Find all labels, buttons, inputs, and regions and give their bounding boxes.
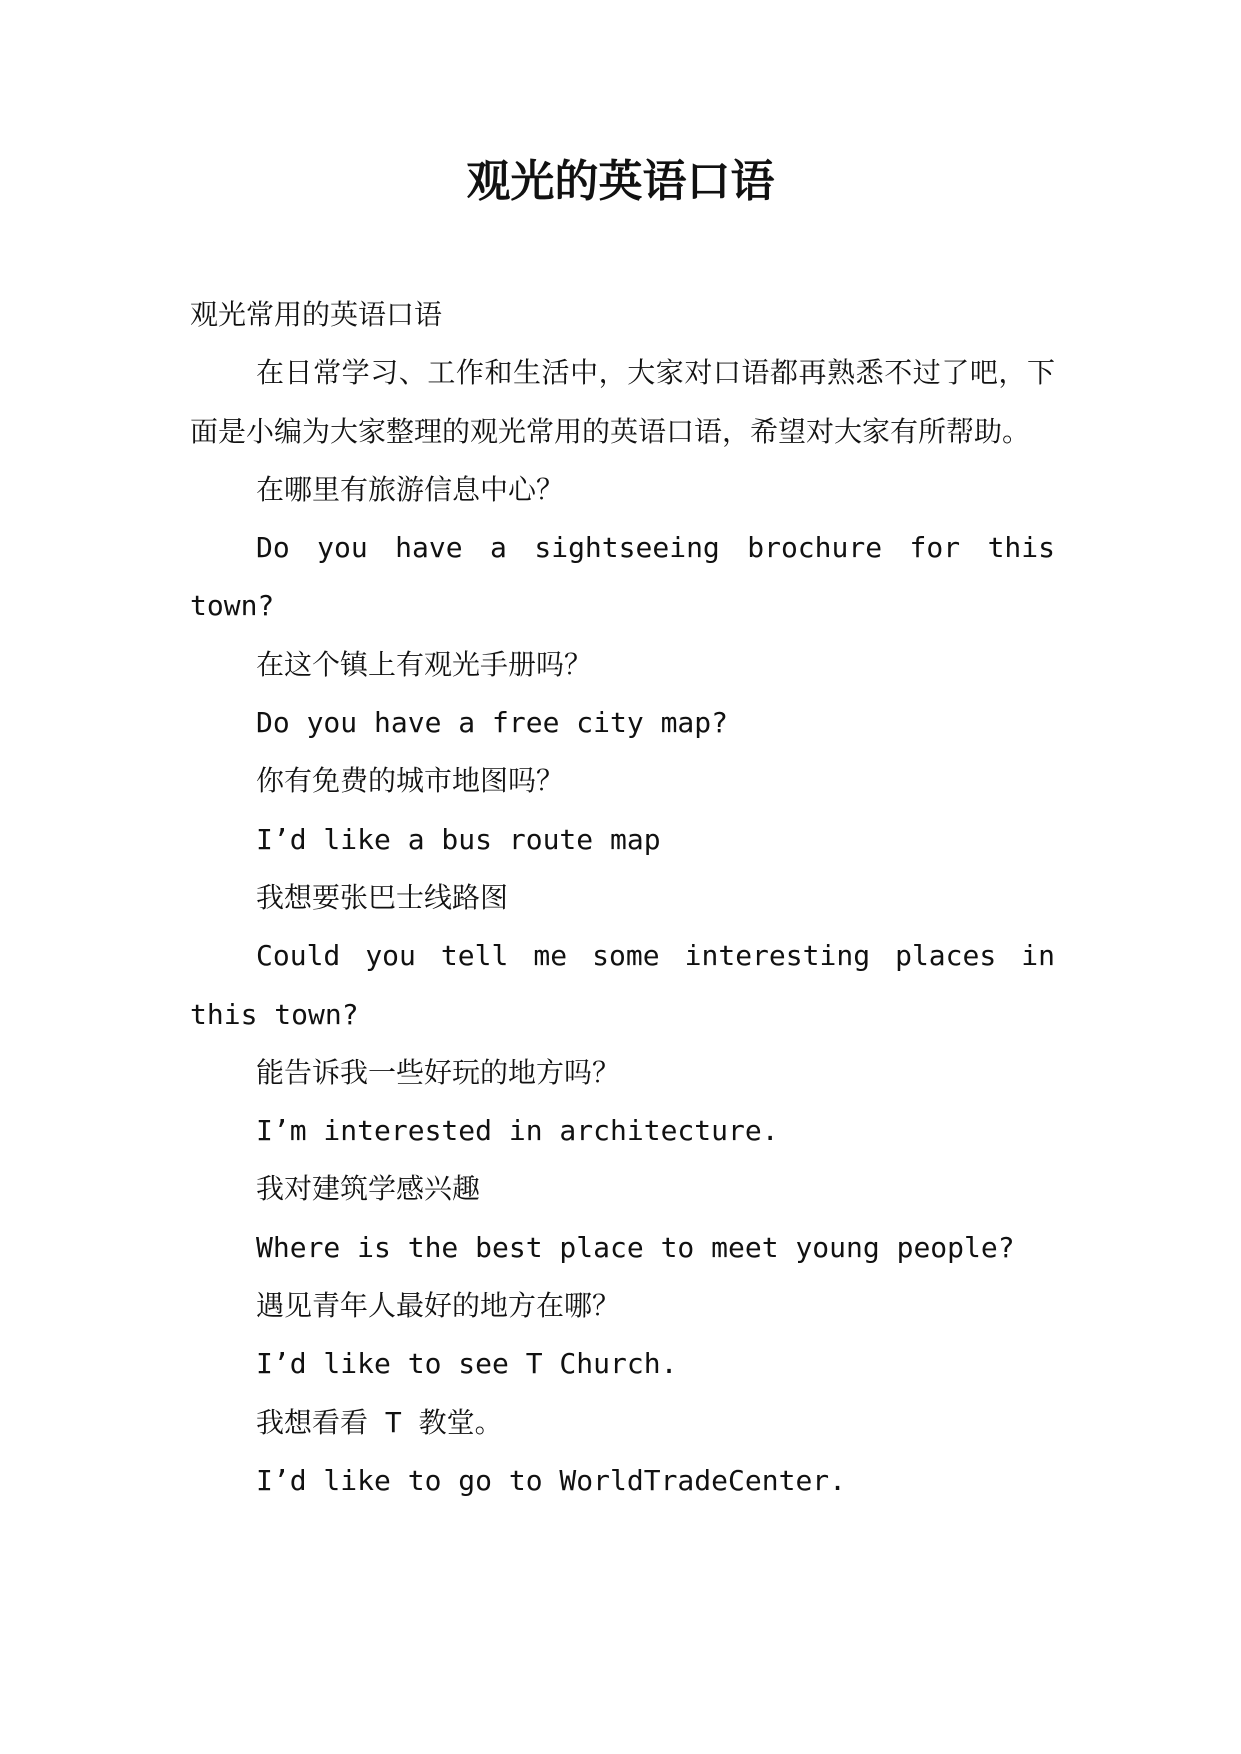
paragraph-line: 能告诉我一些好玩的地方吗？ — [256, 1055, 621, 1089]
paragraph-line: 在这个镇上有观光手册吗？ — [256, 647, 593, 681]
paragraph-line: Do you have a free city map? — [256, 706, 729, 740]
paragraph-line: 在哪里有旅游信息中心？ — [256, 472, 565, 506]
paragraph-line: 我对建筑学感兴趣 — [256, 1172, 481, 1206]
paragraph-intro: 在日常学习、工作和生活中，大家对口语都再熟悉不过了吧，下面是小编为大家整理的观光常用的英语口语，希望对大家有所帮助。 — [190, 356, 1055, 448]
paragraph-line: I’m interested in architecture. — [256, 1114, 779, 1148]
document-title: 观光的英语口语 — [466, 156, 775, 207]
paragraph-line: Where is the best place to meet young people? — [256, 1230, 1015, 1264]
paragraph-line: I’d like to go to WorldTradeCenter. — [256, 1463, 847, 1497]
paragraph-line: 我想要张巴士线路图 — [256, 880, 509, 914]
paragraph-line: 你有免费的城市地图吗？ — [256, 764, 565, 798]
paragraph-line: 遇见青年人最好的地方在哪？ — [256, 1289, 621, 1323]
paragraph-line: Do you have a sightseeing brochure for this town? — [190, 531, 1055, 623]
paragraph-line: Could you tell me some interesting places in this town? — [190, 939, 1055, 1031]
document-body — [190, 286, 1055, 1510]
paragraph-line: I’d like a bus route map — [256, 822, 661, 856]
paragraph-line: I’d like to see T Church. — [256, 1347, 678, 1381]
paragraph-line: 我想看看 T 教堂。 — [256, 1405, 503, 1439]
paragraph-subtitle: 观光常用的英语口语 — [190, 298, 443, 331]
